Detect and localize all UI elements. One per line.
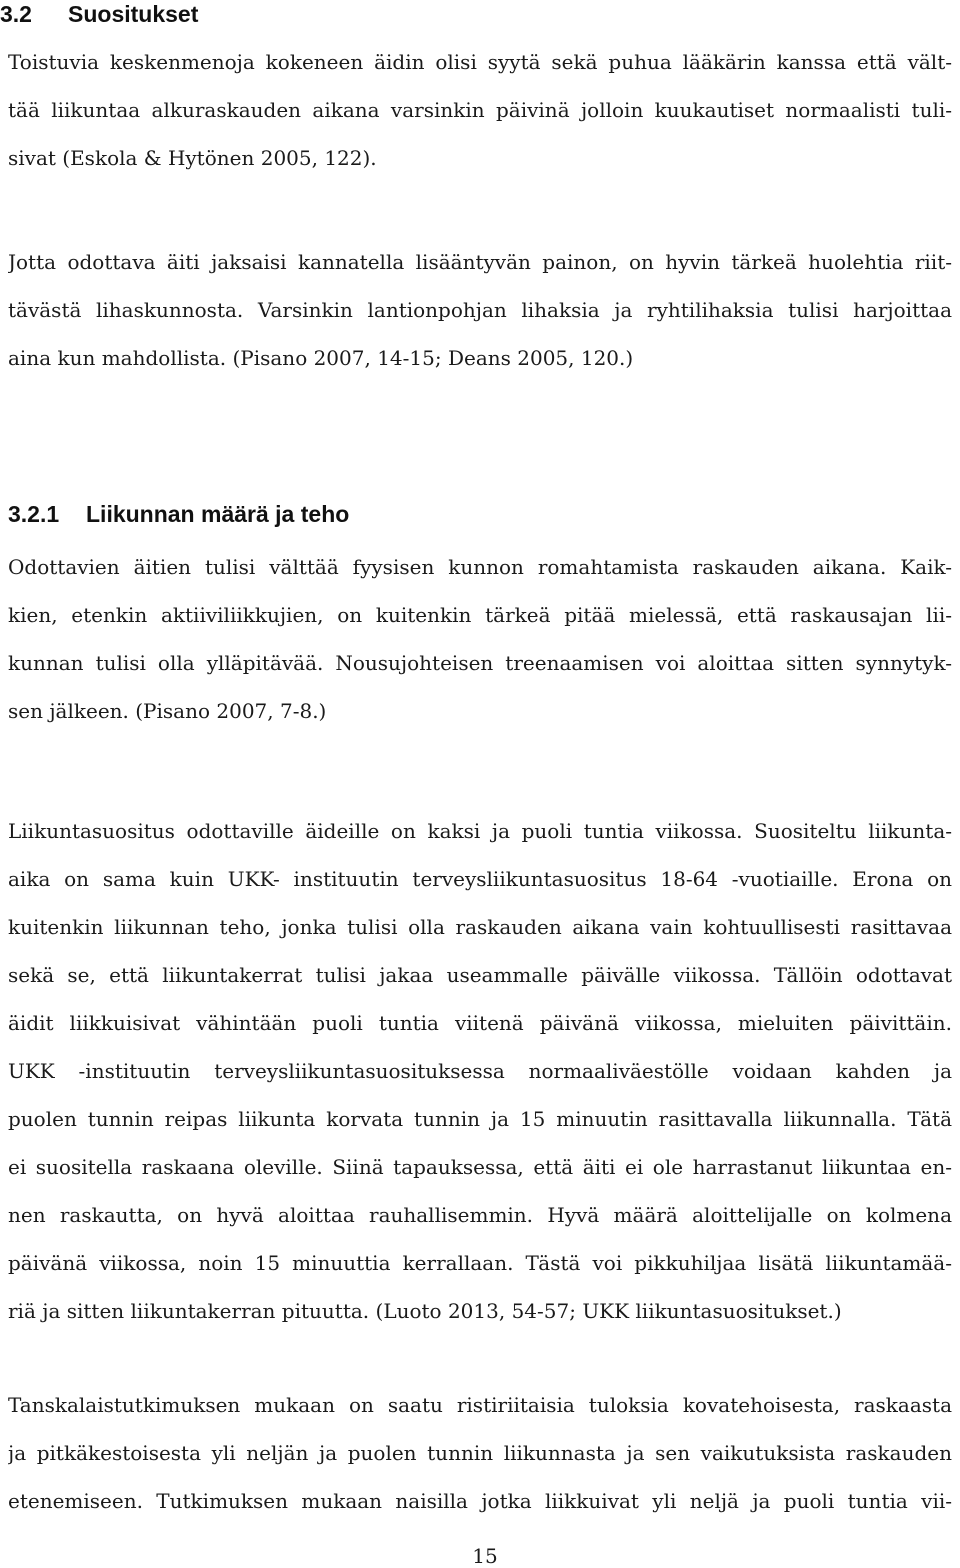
text-line: riä ja sitten liikuntakerran pituutta. (Luoto 2013, 54-57; UKK liikuntasuositukset.) bbox=[8, 1299, 842, 1323]
text-line: äidit liikkuisivat vähintään puoli tuntia viitenä päivänä viikossa, mieluiten päivittäin. bbox=[8, 1011, 952, 1035]
text-line: UKK -instituutin terveysliikuntasuosituksessa normaaliväestölle voidaan kahden ja bbox=[8, 1059, 952, 1083]
paragraph-1 bbox=[8, 38, 952, 182]
page-number: 15 bbox=[472, 1544, 498, 1568]
section-heading bbox=[0, 0, 198, 28]
text-line: kunnan tulisi olla ylläpitävää. Nousujohteisen treenaamisen voi aloittaa sitten synnytyk- bbox=[8, 651, 952, 675]
text-line: Odottavien äitien tulisi välttää fyysisen kunnon romahtamista raskauden aikana. Kaik- bbox=[8, 555, 952, 579]
subsection-number: 3.2.1 bbox=[8, 501, 60, 527]
text-line: Tanskalaistutkimuksen mukaan on saatu ristiriitaisia tuloksia kovatehoisesta, raskaasta bbox=[8, 1393, 952, 1417]
section-number: 3.2 bbox=[0, 1, 32, 27]
text-line: etenemiseen. Tutkimuksen mukaan naisilla jotka liikkuivat yli neljä ja puoli tuntia vii- bbox=[8, 1489, 952, 1513]
text-line: Liikuntasuositus odottaville äideille on kaksi ja puoli tuntia viikossa. Suositeltu liikunta- bbox=[8, 819, 952, 843]
paragraph-2 bbox=[8, 238, 952, 382]
section-title: Suositukset bbox=[68, 1, 199, 27]
text-line: aika on sama kuin UKK- instituutin terveysliikuntasuositus 18-64 -vuotiaille. Erona on bbox=[8, 867, 952, 891]
paragraph-4 bbox=[8, 807, 952, 1335]
text-line: tävästä lihaskunnosta. Varsinkin lantionpohjan lihaksia ja ryhtilihaksia tulisi harjoittaa bbox=[8, 298, 952, 322]
subsection-heading bbox=[8, 500, 349, 528]
text-line: sekä se, että liikuntakerrat tulisi jakaa useammalle päivälle viikossa. Tällöin odottavat bbox=[8, 963, 952, 987]
text-line: puolen tunnin reipas liikunta korvata tunnin ja 15 minuutin rasittavalla liikunnalla. Tätä bbox=[8, 1107, 952, 1131]
paragraph-5 bbox=[8, 1381, 952, 1525]
text-line: tää liikuntaa alkuraskauden aikana varsinkin päivinä jolloin kuukautiset normaalisti tuli- bbox=[8, 98, 952, 122]
text-line: kuitenkin liikunnan teho, jonka tulisi olla raskauden aikana vain kohtuullisesti rasittavaa bbox=[8, 915, 952, 939]
text-line: Toistuvia keskenmenoja kokeneen äidin olisi syytä sekä puhua lääkärin kanssa että vält- bbox=[8, 50, 952, 74]
paragraph-3 bbox=[8, 543, 952, 735]
text-line: aina kun mahdollista. (Pisano 2007, 14-15; Deans 2005, 120.) bbox=[8, 346, 634, 370]
text-line: kien, etenkin aktiiviliikkujien, on kuitenkin tärkeä pitää mielessä, että raskausajan lii- bbox=[8, 603, 952, 627]
text-line: Jotta odottava äiti jaksaisi kannatella lisääntyvän painon, on hyvin tärkeä huolehtia riit- bbox=[8, 250, 952, 274]
text-line: sen jälkeen. (Pisano 2007, 7-8.) bbox=[8, 699, 327, 723]
subsection-title: Liikunnan määrä ja teho bbox=[86, 501, 350, 527]
text-line: nen raskautta, on hyvä aloittaa rauhallisemmin. Hyvä määrä aloittelijalle on kolmena bbox=[8, 1203, 952, 1227]
text-line: ei suositella raskaana oleville. Siinä tapauksessa, että äiti ei ole harrastanut liikuntaa en- bbox=[8, 1155, 952, 1179]
text-line: ja pitkäkestoisesta yli neljän ja puolen tunnin liikunnasta ja sen vaikutuksista raskauden bbox=[8, 1441, 952, 1465]
text-line: sivat (Eskola & Hytönen 2005, 122). bbox=[8, 146, 377, 170]
text-line: päivänä viikossa, noin 15 minuuttia kerrallaan. Tästä voi pikkuhiljaa lisätä liikuntamää- bbox=[8, 1251, 952, 1275]
